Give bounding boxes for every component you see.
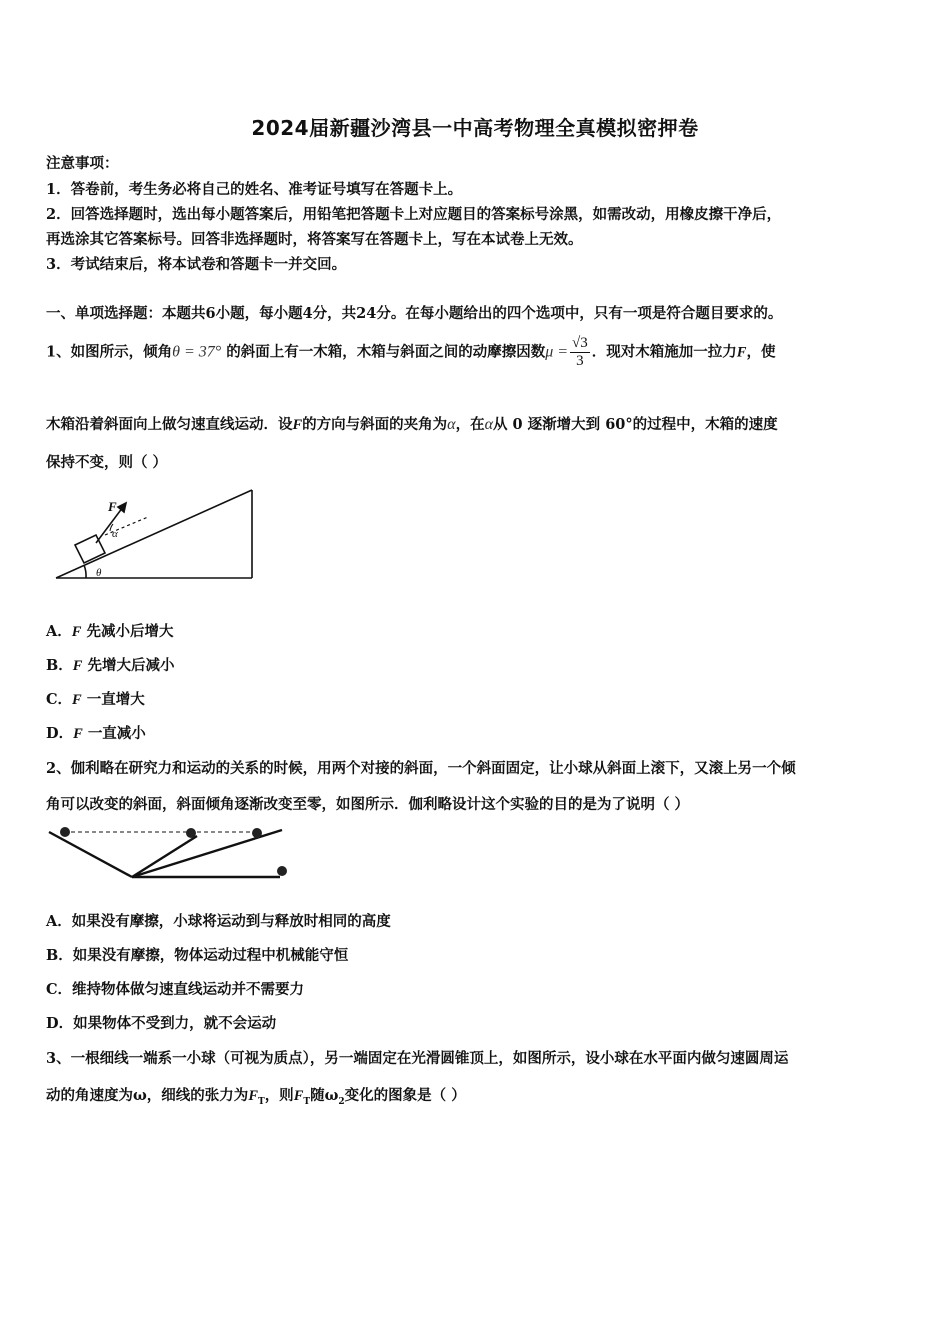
question-1-line-1: 1、如图所示，倾角θ = 37° 的斜面上有一木箱，木箱与斜面之间的动摩擦因数μ = $\frac{√3}{3}$ ．现对木箱施加一拉力F，使 [46, 335, 776, 369]
section-heading: 一、单项选择题：本题共6小题，每小题4分，共24分。在每小题给出的四个选项中，只有一项是符合题目要求的。 [46, 305, 783, 322]
option-b: B．如果没有摩擦，物体运动过程中机械能守恒 [46, 947, 349, 964]
notice-item: 2．回答选择题时，选出每小题答案后，用铅笔把答题卡上对应题目的答案标号涂黑，如需改动，用橡皮擦干净后， [46, 206, 782, 223]
option-d: D．如果物体不受到力，就不会运动 [46, 1015, 277, 1032]
question-2-line-1: 2、伽利略在研究力和运动的关系的时候，用两个对接的斜面，一个斜面固定，让小球从斜面上滚下，又滚上另一个倾 [46, 760, 796, 777]
mu-fraction: $\frac{√3}{3}$ [572, 335, 588, 369]
question-2-line-2: 角可以改变的斜面，斜面倾角逐渐改变至零，如图所示．伽利略设计这个实验的目的是为了说明（ ） [46, 796, 690, 813]
force-label: F [108, 499, 117, 514]
option-a: A．F 先减小后增大 [46, 623, 174, 640]
question-3-line-1: 3、一根细线一端系一小球（可视为质点），另一端固定在光滑圆锥顶上，如图所示，设小球在水平面内做匀速圆周运 [46, 1050, 789, 1067]
notice-item: 1．答卷前，考生务必将自己的姓名、准考证号填写在答题卡上。 [46, 181, 463, 198]
ball [186, 828, 196, 838]
galileo-figure [44, 822, 304, 886]
question-3-line-2: 动的角速度为ω，细线的张力为$F_T$，则$F_T$随$\omega_2$变化的图象是（ ） [46, 1087, 466, 1107]
option-a: A．如果没有摩擦，小球将运动到与释放时相同的高度 [46, 913, 391, 930]
notice-item: 再选涂其它答案标号。回答非选择题时，将答案写在答题卡上，写在本试卷上无效。 [46, 231, 583, 248]
theta-expression: θ = 37° [172, 343, 222, 361]
theta-label: θ [96, 567, 102, 579]
incline-figure [50, 485, 260, 585]
notice-heading: 注意事项： [46, 155, 119, 172]
mu-symbol: μ = [545, 343, 569, 361]
option-d: D．F 一直减小 [46, 725, 146, 742]
ball [277, 866, 287, 876]
question-1-line-3: 保持不变，则（ ） [46, 454, 168, 471]
page-title: 2024届新疆沙湾县一中高考物理全真模拟密押卷 [251, 116, 699, 140]
alpha-label: α [112, 528, 118, 540]
ball [252, 828, 262, 838]
option-b: B．F 先增大后减小 [46, 657, 175, 674]
question-1-line-2: 木箱沿着斜面向上做匀速直线运动．设F的方向与斜面的夹角为α，在α从 0 逐渐增大到 60°的过程中，木箱的速度 [46, 416, 778, 433]
notice-item: 3．考试结束后，将本试卷和答题卡一并交回。 [46, 256, 347, 273]
option-c: C．维持物体做匀速直线运动并不需要力 [46, 981, 305, 998]
ball [60, 827, 70, 837]
option-c: C．F 一直增大 [46, 691, 145, 708]
